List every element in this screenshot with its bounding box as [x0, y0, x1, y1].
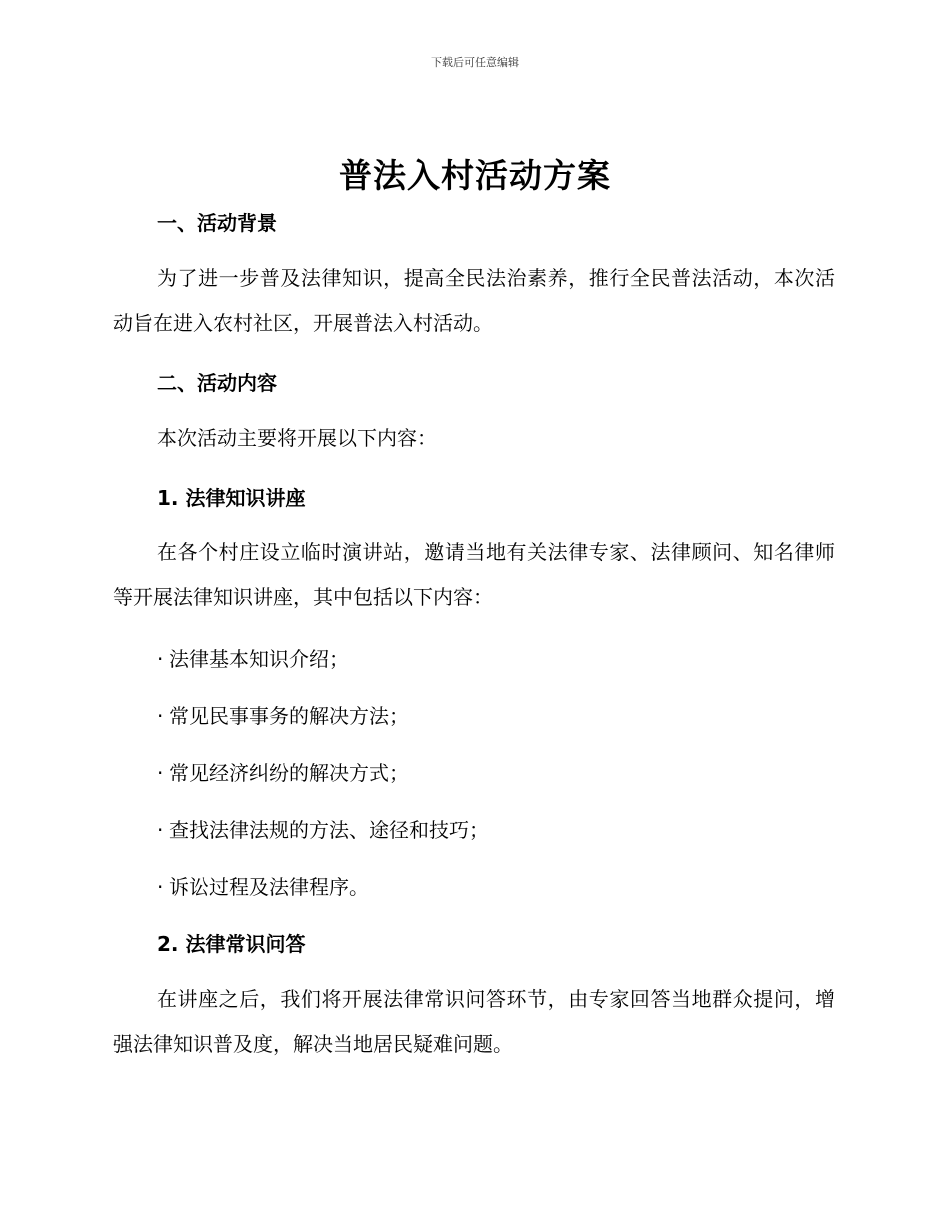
list-item-text: 查找法律法规的方法、途径和技巧；: [169, 818, 489, 842]
document-title: 普法入村活动方案: [339, 156, 611, 195]
list-item: [157, 814, 489, 843]
header-note: 下载后可任意编辑: [431, 56, 519, 69]
bullet-marker: ·: [157, 704, 164, 728]
bullet-marker: ·: [157, 875, 164, 899]
list-item: [157, 871, 369, 900]
list-item: [157, 700, 409, 729]
list-item-text: 诉讼过程及法律程序。: [169, 875, 369, 899]
subsection-heading-qa: 2. 法律常识问答: [157, 932, 306, 956]
bullet-marker: ·: [157, 761, 164, 785]
paragraph-background: 为了进一步普及法律知识，提高全民法治素养，推行全民普法活动，本次活动旨在进入农村社区，开展普法入村活动。: [113, 266, 835, 335]
subsection-heading-lecture: 1. 法律知识讲座: [157, 486, 306, 510]
bullet-marker: ·: [157, 818, 164, 842]
section-heading-content: 二、活动内容: [157, 371, 277, 395]
list-item-text: 法律基本知识介绍；: [169, 647, 349, 671]
section-heading-background: 一、活动背景: [157, 211, 277, 235]
list-item: [157, 643, 349, 672]
paragraph-qa: 在讲座之后，我们将开展法律常识问答环节，由专家回答当地群众提问，增强法律知识普及度，解决当地居民疑难问题。: [113, 987, 835, 1056]
bullet-marker: ·: [157, 647, 164, 671]
list-item-text: 常见民事事务的解决方法；: [169, 704, 409, 728]
list-item: [157, 757, 409, 786]
paragraph-lecture: 在各个村庄设立临时演讲站，邀请当地有关法律专家、法律顾问、知名律师等开展法律知识讲座，其中包括以下内容：: [113, 540, 835, 609]
list-item-text: 常见经济纠纷的解决方式；: [169, 761, 409, 785]
paragraph-content-intro: 本次活动主要将开展以下内容：: [157, 426, 437, 450]
